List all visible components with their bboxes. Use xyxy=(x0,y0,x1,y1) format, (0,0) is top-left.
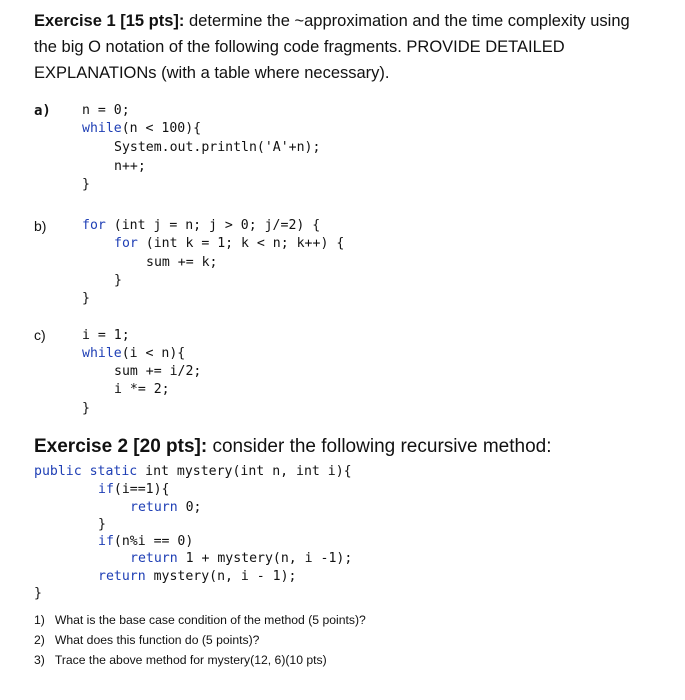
exercise2-heading: Exercise 2 [20 pts]: xyxy=(34,436,208,457)
part-b-line2 xyxy=(114,235,344,253)
keyword-if: if xyxy=(98,534,114,549)
part-a-label: a) xyxy=(34,103,51,119)
question-2 xyxy=(34,633,259,647)
question-3 xyxy=(34,653,327,667)
keyword-public-static: public static xyxy=(34,464,138,479)
keyword-for: for xyxy=(114,236,138,251)
exercise1-text: determine the ~approximation and the time complexity using xyxy=(184,12,630,30)
keyword-while: while xyxy=(82,346,122,361)
part-a-line3: System.out.println('A'+n); xyxy=(114,140,321,155)
exercise2-line1 xyxy=(34,463,352,481)
part-c-label: c) xyxy=(34,327,46,343)
part-b-line1 xyxy=(82,217,320,235)
part-c-line2-rest: (i < n){ xyxy=(121,346,186,361)
exercise2-line5-rest: (n%i == 0) xyxy=(113,534,194,549)
keyword-return: return xyxy=(98,569,146,584)
keyword-for: for xyxy=(82,218,106,233)
exercise2-line2-rest: (i==1){ xyxy=(113,482,170,497)
exercise2-title xyxy=(34,436,552,458)
part-b-line1-rest: (int j = n; j > 0; j/=2) { xyxy=(105,218,321,233)
question-text: What does this function do (5 points)? xyxy=(54,633,260,647)
exercise1-title-line2: the big O notation of the following code fragments. PROVIDE DETAILED xyxy=(34,38,565,56)
keyword-while: while xyxy=(82,121,122,136)
exercise2-line6 xyxy=(130,550,352,568)
exercise2-line7-rest: mystery(n, i - 1); xyxy=(145,569,297,584)
part-c-line1: i = 1; xyxy=(82,328,130,343)
exercise2-line2 xyxy=(98,481,169,499)
part-b-line3: sum += k; xyxy=(146,255,218,270)
exercise2-line5 xyxy=(98,533,193,551)
question-number: 3) xyxy=(34,653,45,667)
exercise2-line3 xyxy=(130,499,201,517)
keyword-return: return xyxy=(130,500,178,515)
part-b-label: b) xyxy=(34,218,47,234)
part-a-line2 xyxy=(82,120,201,138)
exercise1-title-line1 xyxy=(34,8,630,34)
exercise2-line4: } xyxy=(98,517,106,532)
part-b-line4: } xyxy=(114,273,122,288)
part-a-line1: n = 0; xyxy=(82,103,130,118)
exercise2-line6-rest: 1 + mystery(n, i -1); xyxy=(177,551,353,566)
exercise2-line8: } xyxy=(34,586,42,601)
keyword-return: return xyxy=(130,551,178,566)
exercise2-line7 xyxy=(98,568,297,586)
part-b-line5: } xyxy=(82,291,90,306)
part-c-line3: sum += i/2; xyxy=(114,364,202,379)
part-a-line4: n++; xyxy=(114,159,146,174)
exercise2-text: consider the following recursive method: xyxy=(207,436,552,457)
part-c-line5: } xyxy=(82,401,90,416)
part-a-line2-rest: (n < 100){ xyxy=(121,121,202,136)
part-b-line2-rest: (int k = 1; k < n; k++) { xyxy=(137,236,345,251)
part-a-line5: } xyxy=(82,177,90,192)
question-number: 1) xyxy=(34,613,45,627)
exercise2-line3-rest: 0; xyxy=(177,500,202,515)
part-c-line4: i *= 2; xyxy=(114,382,170,397)
exercise1-heading: Exercise 1 [15 pts]: xyxy=(34,12,185,30)
question-number: 2) xyxy=(34,633,45,647)
exercise2-line1-rest: int mystery(int n, int i){ xyxy=(137,464,352,479)
keyword-if: if xyxy=(98,482,114,497)
part-c-line2 xyxy=(82,345,185,363)
question-1 xyxy=(34,613,366,627)
exercise1-title-line3: EXPLANATIONs (with a table where necessary). xyxy=(34,64,390,82)
question-text: Trace the above method for mystery(12, 6)(10 pts) xyxy=(54,653,327,667)
question-text: What is the base case condition of the method (5 points)? xyxy=(54,613,366,627)
